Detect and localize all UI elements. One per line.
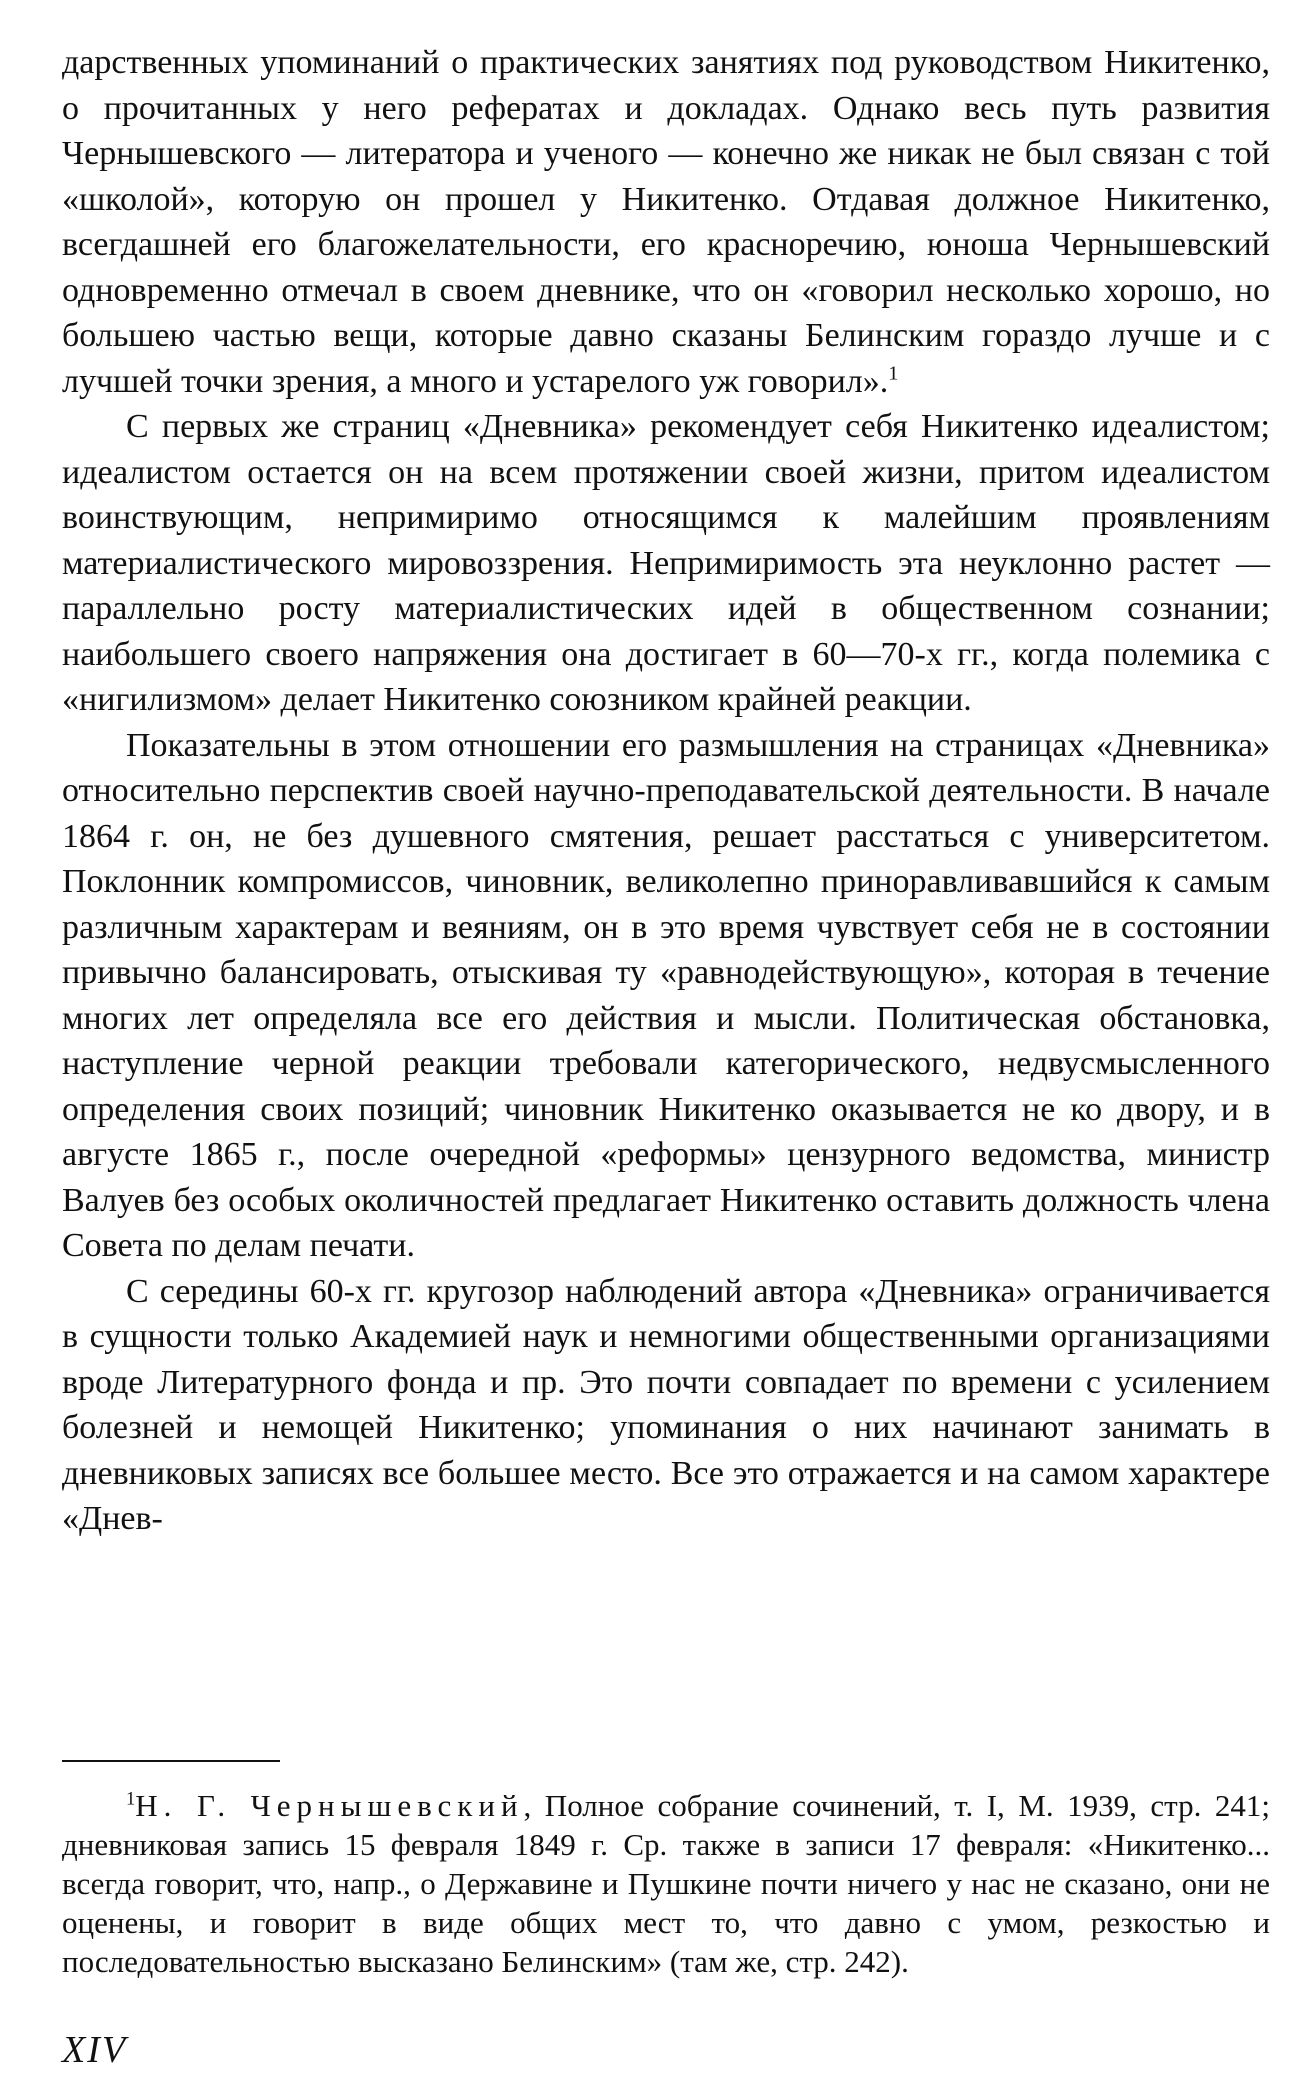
footnote-1-author: Н. Г. Чернышевский [135, 1788, 524, 1823]
footnote-divider [62, 1760, 280, 1762]
footnotes [62, 1786, 1270, 1981]
page-number: XIV [62, 2029, 128, 2071]
paragraph-2: С первых же страниц «Дневника» рекомендует себя Никитенко идеалистом; идеалистом остается он на всем протяжении своей жизни, притом идеалистом воинствующим, непримиримо относящимся к малейшим проявлениям материалистического мировоззрения. Непримиримость эта неуклонно растет — параллельно росту материалистических идей в общественном сознании; наибольшего своего напряжения она достигает в 60—70-х гг., когда полемика с «нигилизмом» делает Никитенко союзником крайней реакции. [62, 408, 1270, 718]
main-text [62, 40, 1270, 1542]
paragraph-1 [62, 40, 1270, 404]
paragraph-1-text: дарственных упоминаний о практических занятиях под руководством Никитенко, о прочитанных у него рефератах и докладах. Однако весь путь развития Чернышевского — литератора и ученого — конечно же никак не был связан с той «школой», которую он прошел у Никитенко. Отдавая должное Никитенко, всегдашней его благожелательности, его красноречию, юноша Чернышевский одновременно отмечал в своем дневнике, что он «говорил несколько хорошо, но большею частью вещи, которые давно сказаны Белинским гораздо лучше и с лучшей точки зрения, а много и устарелого уж говорил». [62, 44, 1270, 400]
footnote-1 [62, 1786, 1270, 1981]
paragraph-3: Показательны в этом отношении его размышления на страницах «Дневника» относительно перспектив своей научно-преподавательской деятельности. В начале 1864 г. он, не без душевного смятения, решает расстаться с университетом. Поклонник компромиссов, чиновник, великолепно приноравливавшийся к самым различным характерам и веяниям, он в это время чувствует себя не в состоянии привычно балансировать, отыскивая ту «равнодействующую», которая в течение многих лет определяла все его действия и мысли. Политическая обстановка, наступление черной реакции требовали категорического, недвусмысленного определения своих позиций; чиновник Никитенко оказывается не ко двору, и в августе 1865 г., после очередной «реформы» цензурного ведомства, министр Валуев без особых околичностей предлагает Никитенко оставить должность члена Совета по делам печати. [62, 726, 1270, 1264]
footnote-1-mark: 1 [126, 1788, 136, 1810]
footnote-ref-1: 1 [888, 362, 899, 385]
footnote-1-text: , Полное собрание сочинений, т. I, М. 1939, стр. 241; дневниковая запись 15 февраля 1849 г. Ср. также в записи 17 февраля: «Никитенко... всегда говорит, что, напр., о Державине и Пушкине почти ничего у нас не сказано, они не оценены, и говорит в виде общих мест то, что давно с умом, резкостью и последовательностью высказано Белинским» (там же, стр. 242). [62, 1788, 1270, 1979]
paragraph-4: С середины 60-х гг. кругозор наблюдений автора «Дневника» ограничивается в сущности только Академией наук и немногими общественными организациями вроде Литературного фонда и пр. Это почти совпадает по времени с усилением болезней и немощей Никитенко; упоминания о них начинают занимать в дневниковых записях все большее место. Все это отражается и на самом характере «Днев- [62, 1272, 1270, 1537]
